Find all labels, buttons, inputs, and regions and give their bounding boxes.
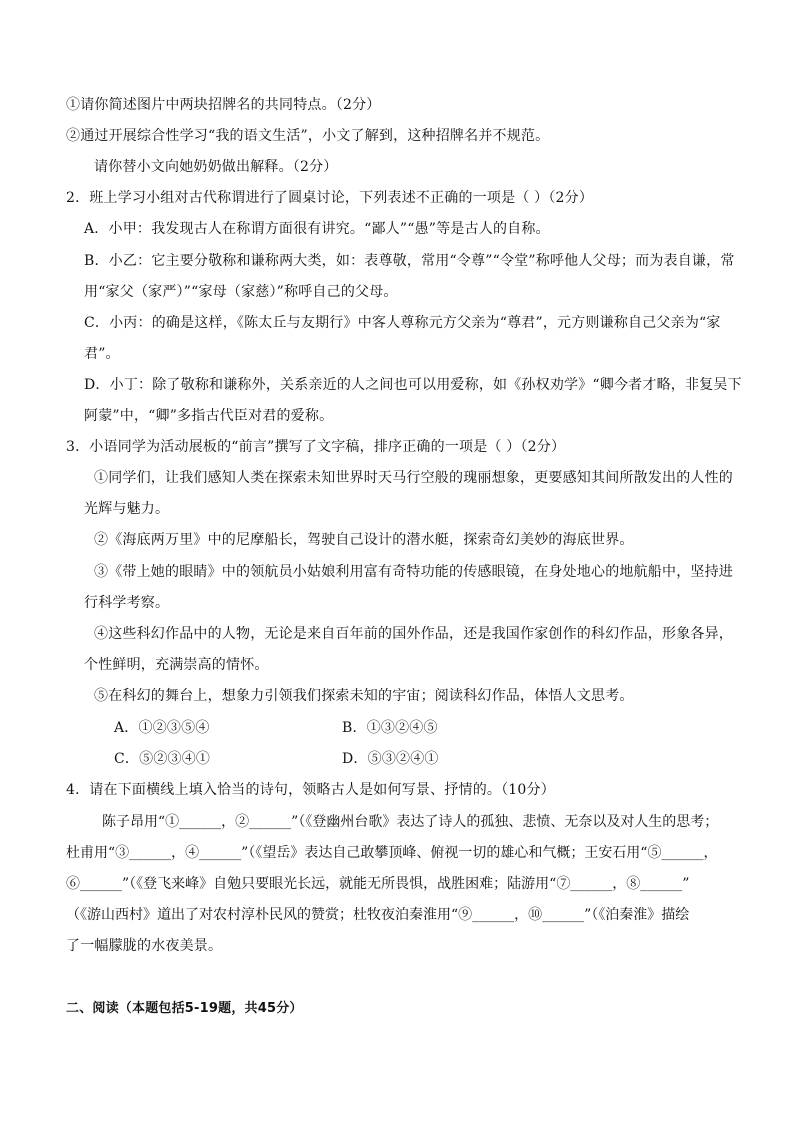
q2-option-b-continued: 用“家父（家严）”“家母（家慈）”称呼自己的父母。 [84,284,398,300]
q3-choice-d-label: D． [342,751,368,767]
q3-sentence-3: ③《带上她的眼睛》中的领航员小姑娘利用富有奇特功能的传感眼镜，在身处地心的地航船中，坚持进 [94,564,733,580]
q3-sentence-5: ⑤在科幻的舞台上，想象力引领我们探索未知的宇宙；阅读科幻作品，体悟人文思考。 [94,688,634,704]
q3-choice-d [342,749,439,769]
q1-part-2-continued: 请你替小文向她奶奶做出解释。（2分） [94,159,338,175]
q3-choice-b-label: B． [342,720,367,736]
q2-option-b: B．小乙：它主要分敬称和谦称两大类，如：表尊敬，常用“令尊”“令堂”称呼他人父母；而为表自谦，常 [84,253,735,269]
q3-choice-a-value: ①②③⑤④ [138,720,210,736]
q3-sentence-1: ①同学们，让我们感知人类在探索未知世界时天马行空般的瑰丽想象，更要感知其间所散发出的人性的 [94,470,733,486]
q3-sentence-4: ④这些科幻作品中的人物，无论是来自百年前的国外作品，还是我国作家创作的科幻作品，形象各异， [94,626,733,642]
q4-line-4: （《游山西村》道出了对农村淳朴民风的赞赏；杜牧夜泊秦淮用“⑨______，⑩______”（《泊秦淮》描绘 [66,907,690,923]
q3-choice-a [114,718,210,738]
q2-option-c: C．小丙：的确是这样，《陈太丘与友期行》中客人尊称元方父亲为“尊君”，元方则谦称自己父亲为“家 [84,315,721,331]
q2-option-d: D．小丁：除了敬称和谦称外，关系亲近的人之间也可以用爱称，如《孙权劝学》“卿今者才略，非复吴下 [84,377,742,393]
q2-option-c-continued: 君”。 [84,346,120,362]
q4-line-1: 陈子昂用“①______，②______”（《登幽州台歌》表达了诗人的孤独、悲愤、无奈以及对人生的思考； [102,814,719,830]
q4-line-5: 了一幅朦胧的水夜美景。 [66,938,223,954]
q3-choice-c [114,749,210,769]
q2-option-a: A．小甲：我发现古人在称谓方面很有讲究。“鄙人”“愚”等是古人的自称。 [84,221,550,237]
q3-choice-b-value: ①③②④⑤ [366,720,438,736]
q4-line-3: ⑥______”（《登飞来峰》自勉只要眼光长远，就能无所畏惧，战胜困难；陆游用“⑦______，⑧______” [66,876,690,892]
q4-stem: 4．请在下面横线上填入恰当的诗句，领略古人是如何写景、抒情的。（10分） [66,782,555,798]
q3-sentence-3-continued: 行科学考察。 [84,595,170,611]
q3-choice-c-value: ⑤②③④① [139,751,211,767]
q3-stem: 3．小语同学为活动展板的“前言”撰写了文字稿，排序正确的一项是（ ）（2分） [66,439,566,455]
q3-choice-b [342,718,438,738]
q3-sentence-2: ②《海底两万里》中的尼摩船长，驾驶自己设计的潜水艇，探索奇幻美妙的海底世界。 [94,532,634,548]
q3-choice-a-label: A． [114,720,139,736]
q3-choice-c-label: C． [114,751,140,767]
q2-stem: 2．班上学习小组对古代称谓进行了圆桌讨论，下列表述不正确的一项是（ ）（2分） [66,190,594,206]
q1-part-1: ①请你简述图片中两块招牌名的共同特点。（2分） [66,97,381,113]
q3-sentence-4-continued: 个性鲜明，充满崇高的情怀。 [84,657,269,673]
section-2-heading: 二、阅读（本题包括5-19题，共45分） [66,1001,303,1016]
q1-part-2: ②通过开展综合性学习“我的语文生活”，小文了解到，这种招牌名并不规范。 [66,128,550,144]
q4-line-2: 杜甫用“③______，④______”（《望岳》表达自己敢攀顶峰、俯视一切的雄心和气概；王安石用“⑤______， [66,845,718,861]
q3-choice-d-value: ⑤③②④① [367,751,439,767]
q3-sentence-1-continued: 光辉与魅力。 [84,501,170,517]
q2-option-d-continued: 阿蒙”中，“卿”多指古代臣对君的爱称。 [84,408,334,424]
